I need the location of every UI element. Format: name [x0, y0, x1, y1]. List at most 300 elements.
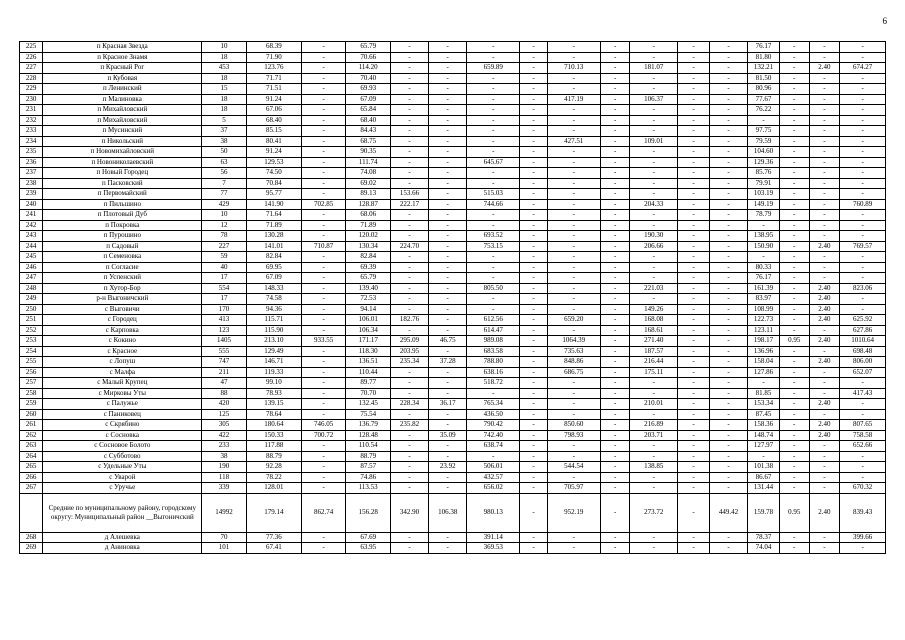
- row-number: 242: [20, 220, 43, 231]
- value-cell: 670.32: [840, 483, 886, 494]
- value-cell: 85.76: [748, 168, 780, 179]
- value-cell: 555: [202, 346, 247, 357]
- value-cell: -: [547, 168, 600, 179]
- value-cell: 138.95: [748, 231, 780, 242]
- value-cell: -: [390, 532, 428, 543]
- value-cell: -: [429, 262, 467, 273]
- value-cell: -: [547, 210, 600, 221]
- value-cell: -: [600, 63, 630, 74]
- value-cell: -: [779, 283, 809, 294]
- value-cell: -: [467, 115, 520, 126]
- value-cell: 742.40: [467, 430, 520, 441]
- value-cell: -: [429, 210, 467, 221]
- value-cell: -: [429, 189, 467, 200]
- value-cell: -: [709, 532, 747, 543]
- settlement-name: п Успенский: [43, 273, 202, 284]
- value-cell: -: [709, 399, 747, 410]
- value-cell: -: [809, 472, 840, 483]
- value-cell: 101.38: [748, 462, 780, 473]
- value-cell: -: [779, 367, 809, 378]
- value-cell: -: [520, 283, 548, 294]
- settlement-name: с Малый Крупец: [43, 378, 202, 389]
- value-cell: 203.95: [390, 346, 428, 357]
- value-cell: -: [709, 94, 747, 105]
- row-number: 238: [20, 178, 43, 189]
- value-cell: 78: [202, 231, 247, 242]
- value-cell: -: [630, 262, 678, 273]
- value-cell: 89.77: [346, 378, 391, 389]
- settlement-name: п Покровка: [43, 220, 202, 231]
- value-cell: 769.57: [840, 241, 886, 252]
- value-cell: 77.36: [246, 532, 301, 543]
- value-cell: -: [840, 252, 886, 263]
- value-cell: 101: [202, 543, 247, 554]
- table-row: [20, 199, 886, 210]
- value-cell: 413: [202, 315, 247, 326]
- value-cell: -: [600, 451, 630, 462]
- value-cell: 710.13: [547, 63, 600, 74]
- value-cell: 106.37: [630, 94, 678, 105]
- value-cell: -: [301, 357, 346, 368]
- value-cell: -: [630, 126, 678, 137]
- value-cell: 47: [202, 378, 247, 389]
- value-cell: -: [809, 136, 840, 147]
- value-cell: -: [709, 199, 747, 210]
- value-cell: 216.44: [630, 357, 678, 368]
- settlement-name: с Палужье: [43, 399, 202, 410]
- value-cell: 70.66: [346, 52, 391, 63]
- row-number: 259: [20, 399, 43, 410]
- value-cell: -: [520, 94, 548, 105]
- row-number: 235: [20, 147, 43, 158]
- value-cell: -: [301, 543, 346, 554]
- value-cell: 659.20: [547, 315, 600, 326]
- value-cell: -: [520, 105, 548, 116]
- value-cell: -: [520, 399, 548, 410]
- value-cell: -: [779, 52, 809, 63]
- value-cell: -: [390, 409, 428, 420]
- value-cell: -: [429, 273, 467, 284]
- value-cell: -: [390, 105, 428, 116]
- value-cell: -: [630, 84, 678, 95]
- value-cell: -: [301, 105, 346, 116]
- value-cell: 391.14: [467, 532, 520, 543]
- value-cell: -: [779, 199, 809, 210]
- value-cell: 198.17: [748, 336, 780, 347]
- value-cell: 839.43: [840, 493, 886, 532]
- settlement-name: с Скрябино: [43, 420, 202, 431]
- value-cell: -: [600, 199, 630, 210]
- value-cell: -: [429, 420, 467, 431]
- value-cell: -: [809, 52, 840, 63]
- value-cell: -: [840, 210, 886, 221]
- value-cell: 187.57: [630, 346, 678, 357]
- value-cell: 38: [202, 451, 247, 462]
- value-cell: -: [779, 241, 809, 252]
- value-cell: 175.11: [630, 367, 678, 378]
- table-row: [20, 126, 886, 137]
- value-cell: -: [678, 84, 710, 95]
- value-cell: -: [547, 325, 600, 336]
- value-cell: -: [809, 73, 840, 84]
- value-cell: -: [709, 472, 747, 483]
- value-cell: -: [390, 472, 428, 483]
- row-number: 244: [20, 241, 43, 252]
- value-cell: -: [678, 252, 710, 263]
- value-cell: -: [779, 63, 809, 74]
- value-cell: -: [520, 493, 548, 532]
- value-cell: -: [467, 147, 520, 158]
- value-cell: 50: [202, 147, 247, 158]
- table-row: [20, 532, 886, 543]
- row-number: 266: [20, 472, 43, 483]
- value-cell: 38: [202, 136, 247, 147]
- value-cell: -: [630, 220, 678, 231]
- value-cell: 69.95: [246, 262, 301, 273]
- value-cell: -: [467, 388, 520, 399]
- table-row: [20, 105, 886, 116]
- value-cell: -: [809, 168, 840, 179]
- value-cell: -: [301, 157, 346, 168]
- value-cell: -: [390, 52, 428, 63]
- value-cell: 130.34: [346, 241, 391, 252]
- value-cell: -: [709, 189, 747, 200]
- value-cell: -: [520, 42, 548, 53]
- value-cell: 128.01: [246, 483, 301, 494]
- value-cell: 18: [202, 52, 247, 63]
- value-cell: -: [779, 462, 809, 473]
- value-cell: 65.84: [346, 105, 391, 116]
- value-cell: -: [678, 357, 710, 368]
- value-cell: 210.01: [630, 399, 678, 410]
- value-cell: -: [779, 105, 809, 116]
- value-cell: -: [678, 294, 710, 305]
- value-cell: -: [467, 168, 520, 179]
- value-cell: 806.00: [840, 357, 886, 368]
- settlement-name: с Городец: [43, 315, 202, 326]
- value-cell: -: [390, 441, 428, 452]
- value-cell: -: [779, 294, 809, 305]
- value-cell: -: [520, 231, 548, 242]
- value-cell: -: [390, 283, 428, 294]
- table-row: [20, 220, 886, 231]
- table-row: [20, 52, 886, 63]
- table-row: [20, 73, 886, 84]
- value-cell: 130.28: [246, 231, 301, 242]
- value-cell: -: [600, 105, 630, 116]
- value-cell: -: [301, 441, 346, 452]
- value-cell: -: [779, 252, 809, 263]
- value-cell: -: [840, 52, 886, 63]
- value-cell: -: [600, 378, 630, 389]
- value-cell: 70.84: [246, 178, 301, 189]
- value-cell: -: [600, 493, 630, 532]
- value-cell: -: [467, 304, 520, 315]
- value-cell: -: [748, 115, 780, 126]
- value-cell: -: [779, 220, 809, 231]
- value-cell: -: [390, 462, 428, 473]
- value-cell: -: [301, 367, 346, 378]
- value-cell: 0.95: [779, 493, 809, 532]
- value-cell: -: [809, 157, 840, 168]
- value-cell: -: [301, 378, 346, 389]
- value-cell: -: [390, 63, 428, 74]
- settlement-name: с Кокино: [43, 336, 202, 347]
- value-cell: -: [547, 42, 600, 53]
- table-row: [20, 315, 886, 326]
- value-cell: -: [547, 73, 600, 84]
- value-cell: -: [630, 532, 678, 543]
- value-cell: -: [520, 346, 548, 357]
- value-cell: 848.86: [547, 357, 600, 368]
- value-cell: 823.06: [840, 283, 886, 294]
- value-cell: -: [709, 388, 747, 399]
- value-cell: 68.40: [246, 115, 301, 126]
- value-cell: -: [779, 346, 809, 357]
- value-cell: 70.40: [346, 73, 391, 84]
- value-cell: -: [390, 147, 428, 158]
- value-cell: -: [301, 283, 346, 294]
- value-cell: 88.79: [346, 451, 391, 462]
- value-cell: -: [520, 304, 548, 315]
- value-cell: -: [547, 388, 600, 399]
- value-cell: -: [600, 220, 630, 231]
- value-cell: 645.67: [467, 157, 520, 168]
- table-row: [20, 409, 886, 420]
- value-cell: -: [600, 367, 630, 378]
- value-cell: -: [520, 441, 548, 452]
- value-cell: -: [301, 399, 346, 410]
- value-cell: -: [547, 115, 600, 126]
- row-number: 250: [20, 304, 43, 315]
- value-cell: 109.01: [630, 136, 678, 147]
- row-number: 253: [20, 336, 43, 347]
- value-cell: -: [301, 73, 346, 84]
- row-number: 240: [20, 199, 43, 210]
- settlement-name: п Кубовая: [43, 73, 202, 84]
- value-cell: -: [467, 294, 520, 305]
- settlement-name: с Субботово: [43, 451, 202, 462]
- value-cell: 68.06: [346, 210, 391, 221]
- value-cell: 99.10: [246, 378, 301, 389]
- settlement-name: п Пильшино: [43, 199, 202, 210]
- value-cell: 235.82: [390, 420, 428, 431]
- value-cell: -: [467, 73, 520, 84]
- settlement-name: п Хутор-Бор: [43, 283, 202, 294]
- table-row: [20, 336, 886, 347]
- value-cell: 106.38: [429, 493, 467, 532]
- value-cell: -: [520, 136, 548, 147]
- value-cell: -: [547, 294, 600, 305]
- value-cell: 656.02: [467, 483, 520, 494]
- value-cell: 119.33: [246, 367, 301, 378]
- value-cell: -: [600, 462, 630, 473]
- value-cell: -: [390, 157, 428, 168]
- value-cell: -: [840, 220, 886, 231]
- value-cell: 224.70: [390, 241, 428, 252]
- value-cell: -: [600, 346, 630, 357]
- settlement-name: п Михайловский: [43, 115, 202, 126]
- value-cell: -: [520, 252, 548, 263]
- value-cell: 81.80: [748, 52, 780, 63]
- row-number: 239: [20, 189, 43, 200]
- value-cell: 686.75: [547, 367, 600, 378]
- value-cell: -: [678, 399, 710, 410]
- row-number: 226: [20, 52, 43, 63]
- value-cell: -: [779, 231, 809, 242]
- row-number: 228: [20, 73, 43, 84]
- value-cell: -: [520, 294, 548, 305]
- value-cell: 625.92: [840, 315, 886, 326]
- value-cell: 81.85: [748, 388, 780, 399]
- value-cell: -: [709, 346, 747, 357]
- value-cell: -: [301, 388, 346, 399]
- value-cell: 1010.64: [840, 336, 886, 347]
- value-cell: 161.39: [748, 283, 780, 294]
- value-cell: -: [429, 178, 467, 189]
- table-row: [20, 367, 886, 378]
- value-cell: -: [301, 147, 346, 158]
- value-cell: -: [600, 483, 630, 494]
- settlement-name: с Малфа: [43, 367, 202, 378]
- value-cell: 150.33: [246, 430, 301, 441]
- table-row: [20, 283, 886, 294]
- value-cell: 79.91: [748, 178, 780, 189]
- value-cell: 91.24: [246, 147, 301, 158]
- value-cell: 417.43: [840, 388, 886, 399]
- value-cell: -: [600, 294, 630, 305]
- value-cell: -: [520, 451, 548, 462]
- value-cell: -: [520, 220, 548, 231]
- value-cell: -: [809, 483, 840, 494]
- value-cell: 80.41: [246, 136, 301, 147]
- value-cell: 369.53: [467, 543, 520, 554]
- value-cell: 429: [202, 199, 247, 210]
- value-cell: -: [809, 388, 840, 399]
- table-row: [20, 210, 886, 221]
- value-cell: -: [390, 543, 428, 554]
- row-number: 233: [20, 126, 43, 137]
- value-cell: -: [809, 543, 840, 554]
- value-cell: -: [520, 388, 548, 399]
- value-cell: -: [809, 178, 840, 189]
- value-cell: -: [779, 315, 809, 326]
- value-cell: -: [429, 252, 467, 263]
- value-cell: -: [429, 346, 467, 357]
- value-cell: -: [520, 84, 548, 95]
- value-cell: -: [390, 388, 428, 399]
- value-cell: -: [390, 273, 428, 284]
- value-cell: 544.54: [547, 462, 600, 473]
- value-cell: -: [390, 262, 428, 273]
- settlement-name: с Выговичи: [43, 304, 202, 315]
- value-cell: -: [709, 157, 747, 168]
- row-number: [20, 493, 43, 532]
- value-cell: 110.54: [346, 441, 391, 452]
- value-cell: -: [678, 283, 710, 294]
- value-cell: -: [709, 262, 747, 273]
- value-cell: -: [390, 220, 428, 231]
- value-cell: 233: [202, 441, 247, 452]
- value-cell: -: [840, 462, 886, 473]
- value-cell: -: [709, 252, 747, 263]
- settlement-name: с Карповка: [43, 325, 202, 336]
- value-cell: -: [547, 147, 600, 158]
- value-cell: -: [779, 472, 809, 483]
- value-cell: -: [520, 420, 548, 431]
- row-number: 265: [20, 462, 43, 473]
- table-row: [20, 543, 886, 554]
- value-cell: 69.93: [346, 84, 391, 95]
- value-cell: -: [600, 189, 630, 200]
- value-cell: 659.89: [467, 63, 520, 74]
- table-row: [20, 430, 886, 441]
- value-cell: -: [467, 210, 520, 221]
- table-row: [20, 147, 886, 158]
- value-cell: 95.77: [246, 189, 301, 200]
- table-row: [20, 304, 886, 315]
- value-cell: 674.27: [840, 63, 886, 74]
- value-cell: 86.67: [748, 472, 780, 483]
- value-cell: 2.40: [809, 336, 840, 347]
- value-cell: 63.95: [346, 543, 391, 554]
- value-cell: -: [520, 199, 548, 210]
- value-cell: -: [520, 115, 548, 126]
- value-cell: -: [779, 115, 809, 126]
- value-cell: 80.33: [748, 262, 780, 273]
- value-cell: -: [709, 126, 747, 137]
- value-cell: -: [301, 94, 346, 105]
- value-cell: -: [678, 189, 710, 200]
- value-cell: -: [520, 189, 548, 200]
- settlement-name: п Садовый: [43, 241, 202, 252]
- value-cell: -: [709, 105, 747, 116]
- value-cell: -: [429, 126, 467, 137]
- value-cell: -: [600, 147, 630, 158]
- value-cell: -: [600, 472, 630, 483]
- value-cell: -: [840, 543, 886, 554]
- value-cell: -: [600, 532, 630, 543]
- value-cell: 132.45: [346, 399, 391, 410]
- value-cell: 97.75: [748, 126, 780, 137]
- value-cell: -: [840, 189, 886, 200]
- value-cell: -: [678, 430, 710, 441]
- value-cell: -: [429, 94, 467, 105]
- value-cell: -: [779, 273, 809, 284]
- value-cell: 136.96: [748, 346, 780, 357]
- settlement-name: п Новый Городец: [43, 168, 202, 179]
- value-cell: -: [630, 105, 678, 116]
- value-cell: -: [429, 532, 467, 543]
- value-cell: -: [390, 168, 428, 179]
- value-cell: 92.28: [246, 462, 301, 473]
- row-number: 251: [20, 315, 43, 326]
- value-cell: -: [520, 357, 548, 368]
- value-cell: 179.14: [246, 493, 301, 532]
- value-cell: 18: [202, 94, 247, 105]
- value-cell: -: [779, 136, 809, 147]
- value-cell: 79.59: [748, 136, 780, 147]
- value-cell: 87.57: [346, 462, 391, 473]
- value-cell: -: [429, 52, 467, 63]
- value-cell: -: [678, 178, 710, 189]
- value-cell: -: [600, 42, 630, 53]
- value-cell: 2.40: [809, 357, 840, 368]
- value-cell: -: [301, 262, 346, 273]
- table-row: [20, 241, 886, 252]
- value-cell: -: [547, 252, 600, 263]
- value-cell: -: [840, 147, 886, 158]
